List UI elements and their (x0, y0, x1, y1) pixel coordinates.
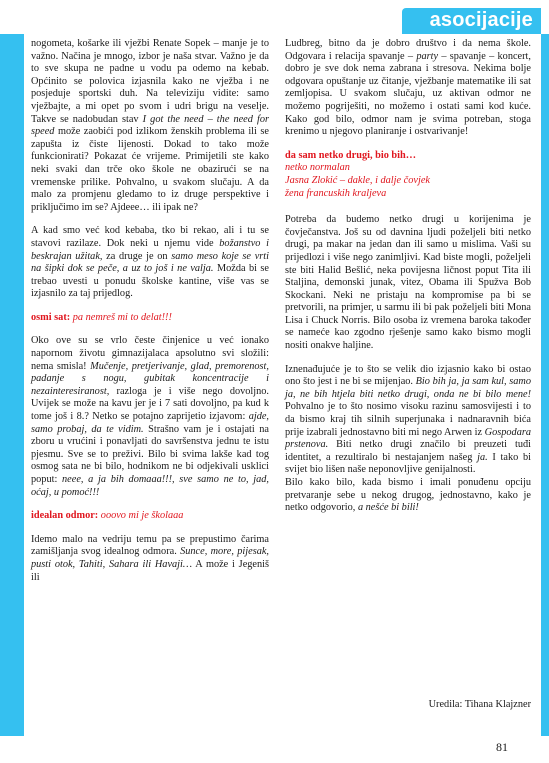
quote-block (285, 150, 531, 200)
quote-line: netko normalan (285, 162, 350, 174)
quote-line: žena francuskih kraljeva (285, 187, 387, 199)
paragraph: Idemo malo na vedriju temu pa se prepustimo čarima zamišljanja svog idealnog odmora. Sunce, more, pijesak, pusti otok, Tahiti, Sahara ili Havaji… A može i Jegeniš ili (31, 533, 269, 583)
quote-line: Jasna Zlokić – dakle, i dalje čovjek (285, 174, 430, 186)
paragraph: Bilo kako bilo, kada bismo i imali ponuđenu opciju pretvaranje sebe u nekog drugog, jednostavno, kako je netko odgovorio, a nešće bi bili! (285, 477, 531, 514)
paragraph: Potreba da budemo netko drugi u korijenima je čovječanstva. Još su od davnina ljudi poželjeli biti netko drugi, pa makar na jedan dan ili samo u mislima. Vaši su prijedlozi i više nego zanimljivi. Kad biste mogli, poželjeli ste biti Halid Bešlić, neka povijesna ličnost poput Tita ili Staljina, demonski junak, vitez, Obama ili Spužva Bob Skockani. Neki ne pristaju na kompromise pa bi se pretvorili, na primjer, u sarmu ili bi pak poželjeli biti Mona Lisa i Chuck Norris. Bilo osoba iz vremena baroka također se nameće kao zgodno rješenje samo kako bismo mogli nositi onakve haljine. (285, 214, 531, 352)
author-credit: Uredila: Tihana Klajzner (428, 699, 531, 710)
paragraph: nogometa, košarke ili vježbi Renate Sopek – manje je to važno. Načina je mnogo, izbor je naša stvar. Važno je da to sve skupa ne padne u vodu pa odemo na kebab. Općinito se polovica izjasnila kako ne vježba i ne posjeduje sportski duh. Na televiziju vidite: samo vježbajte, a mi opet po svom i udri brigu na veselje. Takve se nadobudan stav I got the need – the need for speed može zaobići pod izlikom ženskih problema ili se zapušta iz čiste lijenosti. Dokad to tako može funkcionirati? Pokazat će vrijeme. Primijetili ste kako neki svaki dan trče oko škole ne obazirući se na vremenske prilike. Pohvalno, u svakom slučaju. A da malo za promjenu gledamo to iz druge perspektive i priključimo im se? Ajdeee… ili ipak ne? (31, 38, 269, 213)
paragraph: Iznenađujuće je to što se velik dio izjasnio kako bi ostao ono što jest i ne bi se mijenjao. Bio bih ja, ja sam kul, samo ja, ne bih htjela biti netko drugi, onda ne bi bilo mene! Pohvalno je to što nosimo visoku razinu samosvijesti i to da bismo kraj tih silnih superjunaka i nadnaravnih bića prije izabrali jednostavno biti mi nego Arwen iz Gospodara prstenova. Biti netko drugi značilo bi preuzeti tuđi identitet, a rezultiralo bi nestajanjem našeg ja. I tako bi svijet bio lišen naše neponovljive genijalnosti. (285, 363, 531, 476)
right-color-bar (541, 34, 549, 736)
right-column (285, 38, 531, 515)
paragraph: Oko ove su se vrlo česte činjenice u već ionako napornom životu gimnazijalaca apsolutno svi složili: nema smisla! Mučenje, pretjerivanje, glad, premorenost, padanje s nogu, gubitak koncentracije i nezainteresiranost, razloga je i više nego dovoljno. Uvijek se može na kavu jer je i 7 sati dovoljno, pa kud k tome još i 8.? Netko se potajno zaprijetio izjavom: ajde, samo probaj, da te vidim. Strašno vam je i ostajati na zboru u vrućini i ponavljati do savršenstva jednu te istu pjesmu. Sve se to preživi. Bilo bi svima lakše kad tog osmog sata ne bi bilo, hodnikom ne bi odjekivali usklici poput: neee, a ja bih domaaa!!!, sve samo ne to, jad, oćaj, u pomoć!!! (31, 335, 270, 498)
left-column (31, 38, 269, 584)
paragraph: Ludbreg, bitno da je dobro društvo i da nema škole. Odgovara i relacija spavanje – party – spavanje – koncert, dobro je sve dok nema zabrana i stresova. Nekima bolje odgovara opuštanje uz čitanje, vježbanje matematike ili sat zemljopisa. U svakom slučaju, uz aktivan odmor ne možemo pogriješiti, no možemo i ostati sami kod kuće. Kako god bilo, odmor nam je svima potreban, stoga krenimo u njegovo planiranje i ostvarivanje! (285, 38, 531, 138)
subheading: osmi sat: pa nemreš mi to delat!!! (31, 311, 172, 323)
left-color-bar (0, 34, 24, 736)
quote-heading: da sam netko drugi, bio bih… (285, 149, 417, 161)
paragraph: A kad smo već kod kebaba, tko bi rekao, ali i tu se stavovi razilaze. Dok neki u njemu vide božanstvo i beskrajan užitak, za druge je on samo meso koje se vrti na šipki dok se peče, a uz to još i ne valja. Možda bi se trebao uvesti u ponudu školske kantine, više vas se izjasnilo za taj prijedlog. (31, 225, 270, 300)
section-title: asocijacije (429, 9, 533, 31)
page-number: 81 (496, 740, 508, 754)
subheading: idealan odmor: ooovo mi je školaaa (31, 510, 184, 522)
